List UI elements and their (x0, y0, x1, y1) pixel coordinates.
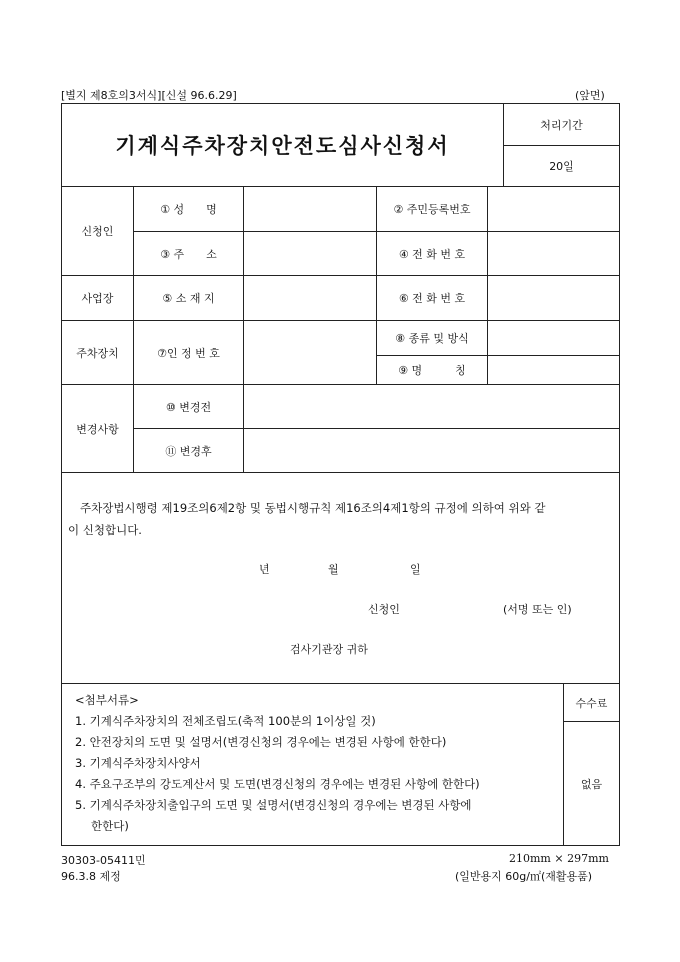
signature-note: (서명 또는 인) (503, 603, 572, 616)
after-field[interactable] (243, 428, 620, 473)
attachments-heading: <첨부서류> (75, 693, 139, 707)
recipient: 검사기관장 귀하 (290, 643, 368, 656)
attachment-item: 2. 안전장치의 도면 및 설명서(변경신청의 경우에는 변경된 사항에 한한다) (75, 735, 447, 749)
form-title: 기계식주차장치안전도심사신청서 (61, 103, 504, 187)
applicant-sign-label: 신청인 (368, 603, 400, 616)
device-name-field[interactable] (487, 355, 620, 385)
after-label: ⑪ 변경후 (133, 428, 244, 473)
statement-line-1: 주차장법시행령 제19조의6제2항 및 동법시행규칙 제16조의4제1항의 규정에 의하여 위와 같 (80, 501, 546, 515)
fee-label: 수수료 (563, 683, 620, 722)
form-number: [별지 제8호의3서식][신설 96.6.29] (61, 89, 237, 102)
address-field[interactable] (243, 231, 377, 276)
changes-label: 변경사항 (61, 384, 134, 473)
statement-line-2: 이 신청합니다. (68, 523, 142, 537)
address-label: ③ 주 소 (133, 231, 244, 276)
rrn-label: ② 주민등록번호 (376, 186, 488, 232)
phone-field[interactable] (487, 231, 620, 276)
paper-size: 210mm × 297mm (509, 852, 609, 865)
phone-label: ④ 전 화 번 호 (376, 231, 488, 276)
month-label: 월 (328, 563, 339, 576)
name-label: ① 성 명 (133, 186, 244, 232)
rrn-field[interactable] (487, 186, 620, 232)
type-label: ⑧ 종류 및 방식 (376, 320, 488, 356)
enacted-date: 96.3.8 제정 (61, 870, 121, 883)
applicant-label: 신청인 (61, 186, 134, 276)
attachment-item: 4. 주요구조부의 강도계산서 및 도면(변경신청의 경우에는 변경된 사항에 한한다) (75, 777, 480, 791)
name-field[interactable] (243, 186, 377, 232)
paper-type: (일반용지 60g/㎡(재활용품) (455, 870, 593, 883)
device-label: 주차장치 (61, 320, 134, 385)
location-label: ⑤ 소 재 지 (133, 275, 244, 321)
before-label: ⑩ 변경전 (133, 384, 244, 429)
year-label: 년 (259, 563, 270, 576)
cert-no-field[interactable] (243, 320, 377, 385)
before-field[interactable] (243, 384, 620, 429)
attachment-item: 5. 기계식주차장치출입구의 도면 및 설명서(변경신청의 경우에는 변경된 사항에 (75, 798, 472, 812)
attachment-item: 1. 기계식주차장치의 전체조립도(축적 100분의 1이상일 것) (75, 714, 376, 728)
location-field[interactable] (243, 275, 377, 321)
day-label: 일 (410, 563, 421, 576)
attachment-item: 3. 기계식주차장치사양서 (75, 756, 201, 770)
fee-value: 없음 (563, 721, 620, 846)
processing-period-value: 20일 (503, 145, 620, 187)
business-phone-label: ⑥ 전 화 번 호 (376, 275, 488, 321)
page-side: (앞면) (575, 89, 605, 102)
business-phone-field[interactable] (487, 275, 620, 321)
business-label: 사업장 (61, 275, 134, 321)
device-name-label: ⑨ 명 칭 (376, 355, 488, 385)
cert-no-label: ⑦인 정 번 호 (133, 320, 244, 385)
form-code: 30303-05411민 (61, 854, 146, 867)
attachment-item: 한한다) (91, 819, 129, 833)
processing-period-label: 처리기간 (503, 103, 620, 146)
type-field[interactable] (487, 320, 620, 356)
